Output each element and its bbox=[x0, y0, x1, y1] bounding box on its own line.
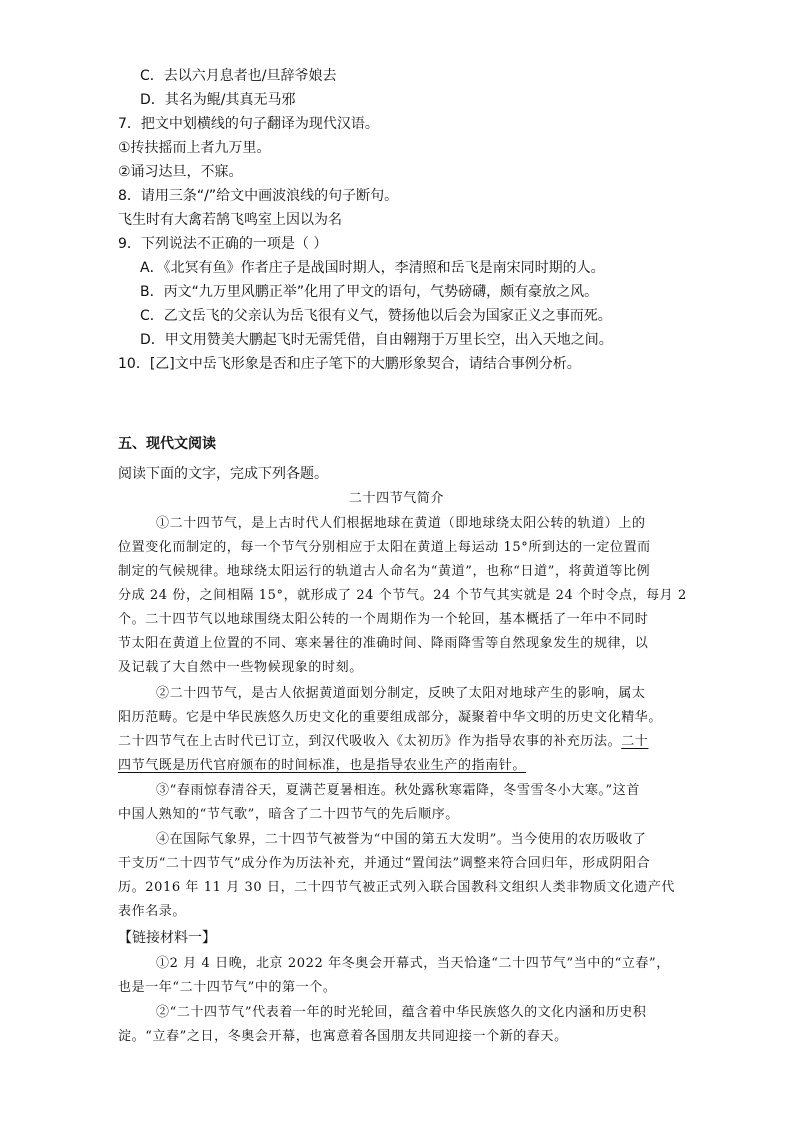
section-heading: 五、现代文阅读 bbox=[118, 436, 216, 452]
passage-title: 二十四节气简介 bbox=[348, 491, 445, 506]
link-p1-line-1: ①2 月 4 日晚，北京 2022 年冬奥会开幕式，当天恰逢“二十四节气”当中的“立春”， bbox=[156, 956, 670, 971]
link-p2-line-1: ②“二十四节气”代表着一年的时光轮回，蕴含着中华民族悠久的文化内涵和历史积 bbox=[156, 1005, 647, 1020]
q7-item-1: ①抟扶摇而上者九万里。 bbox=[118, 140, 271, 156]
p3-line-2: 中国人熟知的“节气歌”，暗含了二十四节气的先后顺序。 bbox=[118, 807, 459, 822]
option-d: D．其名为鲲/其真无马邪 bbox=[140, 92, 296, 108]
q7-item-2: ②诵习达旦，不寐。 bbox=[118, 164, 243, 180]
p4-line-4: 表作名录。 bbox=[118, 904, 187, 919]
p4-line-2: 干支历“二十四节气”成分作为历法补充，并通过“置闰法”调整来符合回归年，形成阴阳合 bbox=[118, 856, 651, 871]
q9-option-b: B．丙文“九万里风鹏正举”化用了甲文的语句，气势磅礴，颇有豪放之风。 bbox=[140, 284, 599, 300]
p1-line-4: 分成 24 份，之间相隔 15°，就形成了 24 个节气。24 个节气其实就是 24 个时令点，每月 2 bbox=[118, 588, 687, 603]
link-p1-line-2: 也是一年“二十四节气”中的第一个。 bbox=[118, 980, 337, 995]
link-material-heading: 【链接材料一】 bbox=[118, 930, 216, 946]
q9-option-a: A．《北冥有鱼》作者庄子是战国时期人，李清照和岳飞是南宋同时期的人。 bbox=[140, 260, 605, 276]
p1-line-3: 制定的气候规律。地球绕太阳运行的轨道古人命名为“黄道”，也称“日道”，将黄道等比例 bbox=[118, 564, 651, 579]
p2-line-3 bbox=[118, 732, 648, 752]
question-7: 7．把文中划横线的句子翻译为现代汉语。 bbox=[118, 116, 379, 132]
q8-sentence: 飞生时有大禽若鹄飞鸣室上因以为名 bbox=[118, 212, 342, 228]
underlined-sentence-start: 二十 bbox=[621, 734, 649, 749]
q9-option-c: C．乙文岳飞的父亲认为岳飞很有义气，赞扬他以后会为国家正义之事而死。 bbox=[140, 308, 612, 324]
question-9: 9．下列说法不正确的一项是（ ） bbox=[118, 236, 328, 252]
section-instruction: 阅读下面的文字，完成下列各题。 bbox=[118, 466, 328, 482]
p1-line-5: 个。二十四节气以地球围绕太阳公转的一个周期作为一个轮回，基本概括了一年中不同时 bbox=[118, 612, 649, 627]
p4-line-3: 历。2016 年 11 月 30 日，二十四节气被正式列入联合国教科文组织人类非物质文化遗产代 bbox=[118, 880, 676, 895]
p1-line-6: 节太阳在黄道上位置的不同、寒来暑往的准确时间、降雨降雪等自然现象发生的规律，以 bbox=[118, 636, 649, 651]
q9-option-d: D．甲文用赞美大鹏起飞时无需凭借，自由翱翔于万里长空，出入天地之间。 bbox=[140, 332, 613, 348]
link-p2-line-2: 淀。“立春”之日，冬奥会开幕，也寓意着各国朋友共同迎接一个新的春天。 bbox=[118, 1029, 568, 1044]
question-10: 10．[乙]文中岳飞形象是否和庄子笔下的大鹏形象契合，请结合事例分析。 bbox=[118, 356, 581, 372]
underlined-sentence-end: 四节气既是历代官府颁布的时间标准，也是指导农业生产的指南针。 bbox=[118, 758, 527, 773]
p3-line-1: ③“春雨惊春清谷天，夏满芒夏暑相连。秋处露秋寒霜降，冬雪雪冬小大寒。”这首 bbox=[156, 783, 640, 798]
p1-line-2: 位置变化而制定的，每一个节气分别相应于太阳在黄道上每运动 15°所到达的一定位置而 bbox=[118, 540, 651, 555]
p2-line-3-text: 二十四节气在上古时代已订立，到汉代吸收入《太初历》作为指导农事的补充历法。 bbox=[118, 734, 622, 749]
question-8: 8．请用三条“/”给文中画波浪线的句子断句。 bbox=[118, 188, 399, 204]
p4-line-1: ④在国际气象界，二十四节气被誉为“中国的第五大发明”。当今使用的农历吸收了 bbox=[156, 832, 647, 847]
p1-line-7: 及记载了大自然中一些物候现象的时刻。 bbox=[118, 660, 363, 675]
p1-line-1: ①二十四节气，是上古时代人们根据地球在黄道（即地球绕太阳公转的轨道）上的 bbox=[156, 516, 646, 531]
p2-line-1: ②二十四节气，是古人依据黄道面划分制定，反映了太阳对地球产生的影响，属太 bbox=[156, 686, 646, 701]
p2-line-2: 阳历范畴。它是中华民族悠久历史文化的重要组成部分，凝聚着中华文明的历史文化精华。 bbox=[118, 710, 663, 725]
option-c: C．去以六月息者也/旦辞爷娘去 bbox=[140, 68, 337, 84]
